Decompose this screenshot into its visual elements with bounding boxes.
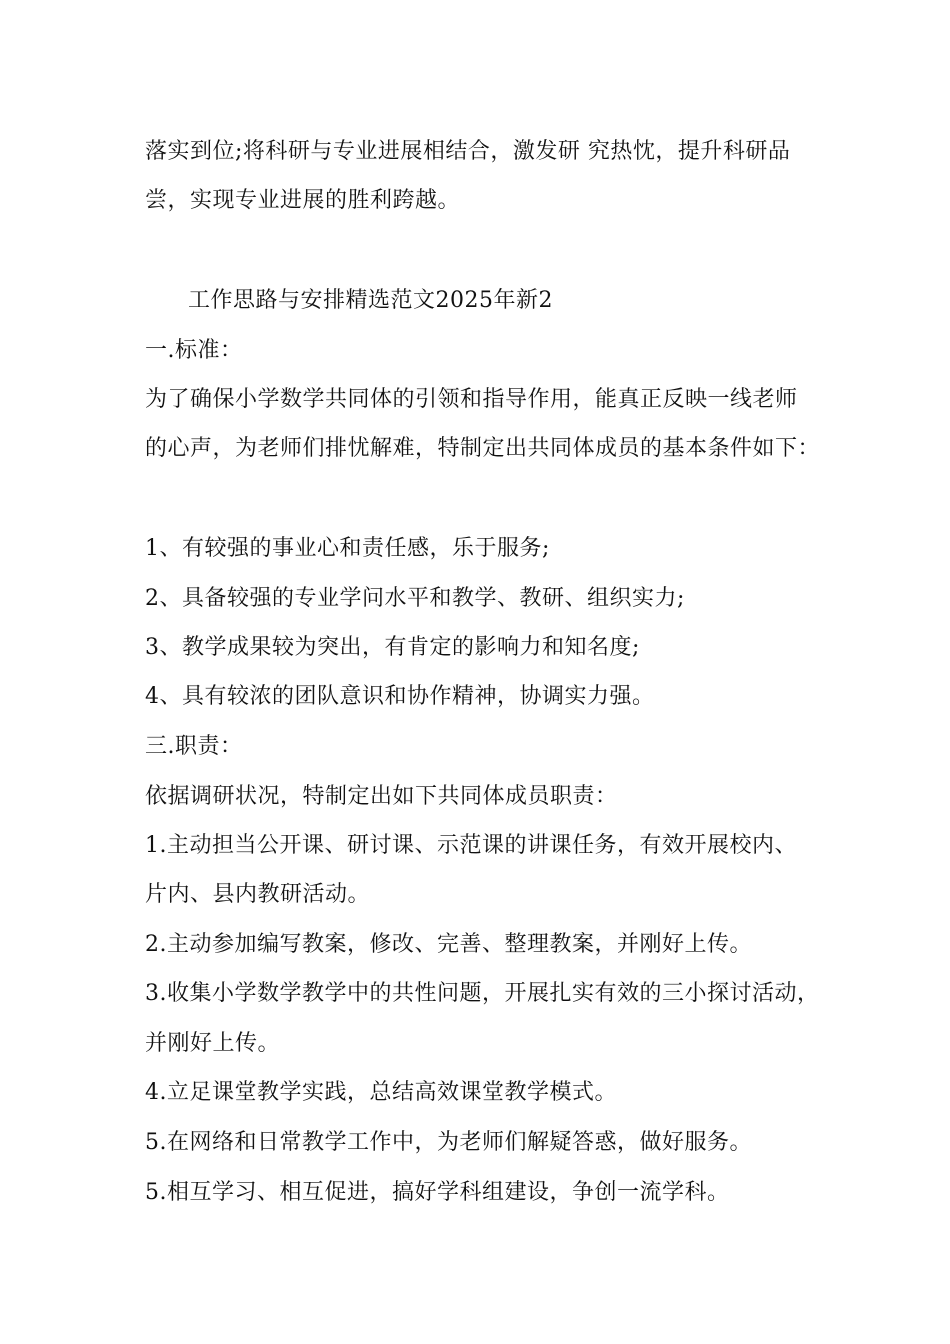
duty-line-6: 4.立足课堂教学实践，总结高效课堂教学模式。 <box>145 1080 617 1105</box>
duty-line-8: 5.相互学习、相互促进，搞好学科组建设，争创一流学科。 <box>145 1180 730 1205</box>
duty-line-4: 3.收集小学数学教学中的共性问题，开展扎实有效的三小探讨活动， <box>145 981 820 1006</box>
document-title: 工作思路与安排精选范文2025年新2 <box>188 288 553 313</box>
condition-item-4: 4、具有较浓的团队意识和协作精神，协调实力强。 <box>145 684 655 709</box>
duty-line-7: 5.在网络和日常教学工作中，为老师们解疑答惑，做好服务。 <box>145 1130 752 1155</box>
section3-intro: 依据调研状况，特制定出如下共同体成员职责： <box>145 784 618 809</box>
duty-line-5: 并刚好上传。 <box>145 1031 281 1056</box>
condition-item-1: 1、有较强的事业心和责任感，乐于服务; <box>145 536 550 561</box>
section1-intro-line-1: 为了确保小学数学共同体的引领和指导作用，能真正反映一线老师 <box>145 387 798 412</box>
duty-line-1: 1.主动担当公开课、研讨课、示范课的讲课任务，有效开展校内、 <box>145 833 797 858</box>
condition-item-3: 3、教学成果较为突出，有肯定的影响力和知名度; <box>145 635 640 660</box>
section3-heading: 三.职责： <box>145 734 243 759</box>
section1-intro-line-2: 的心声，为老师们排忧解难，特制定出共同体成员的基本条件如下： <box>145 436 821 461</box>
duty-line-2: 片内、县内教研活动。 <box>145 882 371 907</box>
intro-line-1: 落实到位;将科研与专业进展相结合，激发研 究热忱，提升科研品 <box>145 139 791 164</box>
section1-heading: 一.标准： <box>145 338 243 363</box>
condition-item-2: 2、具备较强的专业学问水平和教学、教研、组织实力; <box>145 586 685 611</box>
duty-line-3: 2.主动参加编写教案，修改、完善、整理教案，并刚好上传。 <box>145 932 752 957</box>
intro-line-2: 尝，实现专业进展的胜利跨越。 <box>145 188 461 213</box>
